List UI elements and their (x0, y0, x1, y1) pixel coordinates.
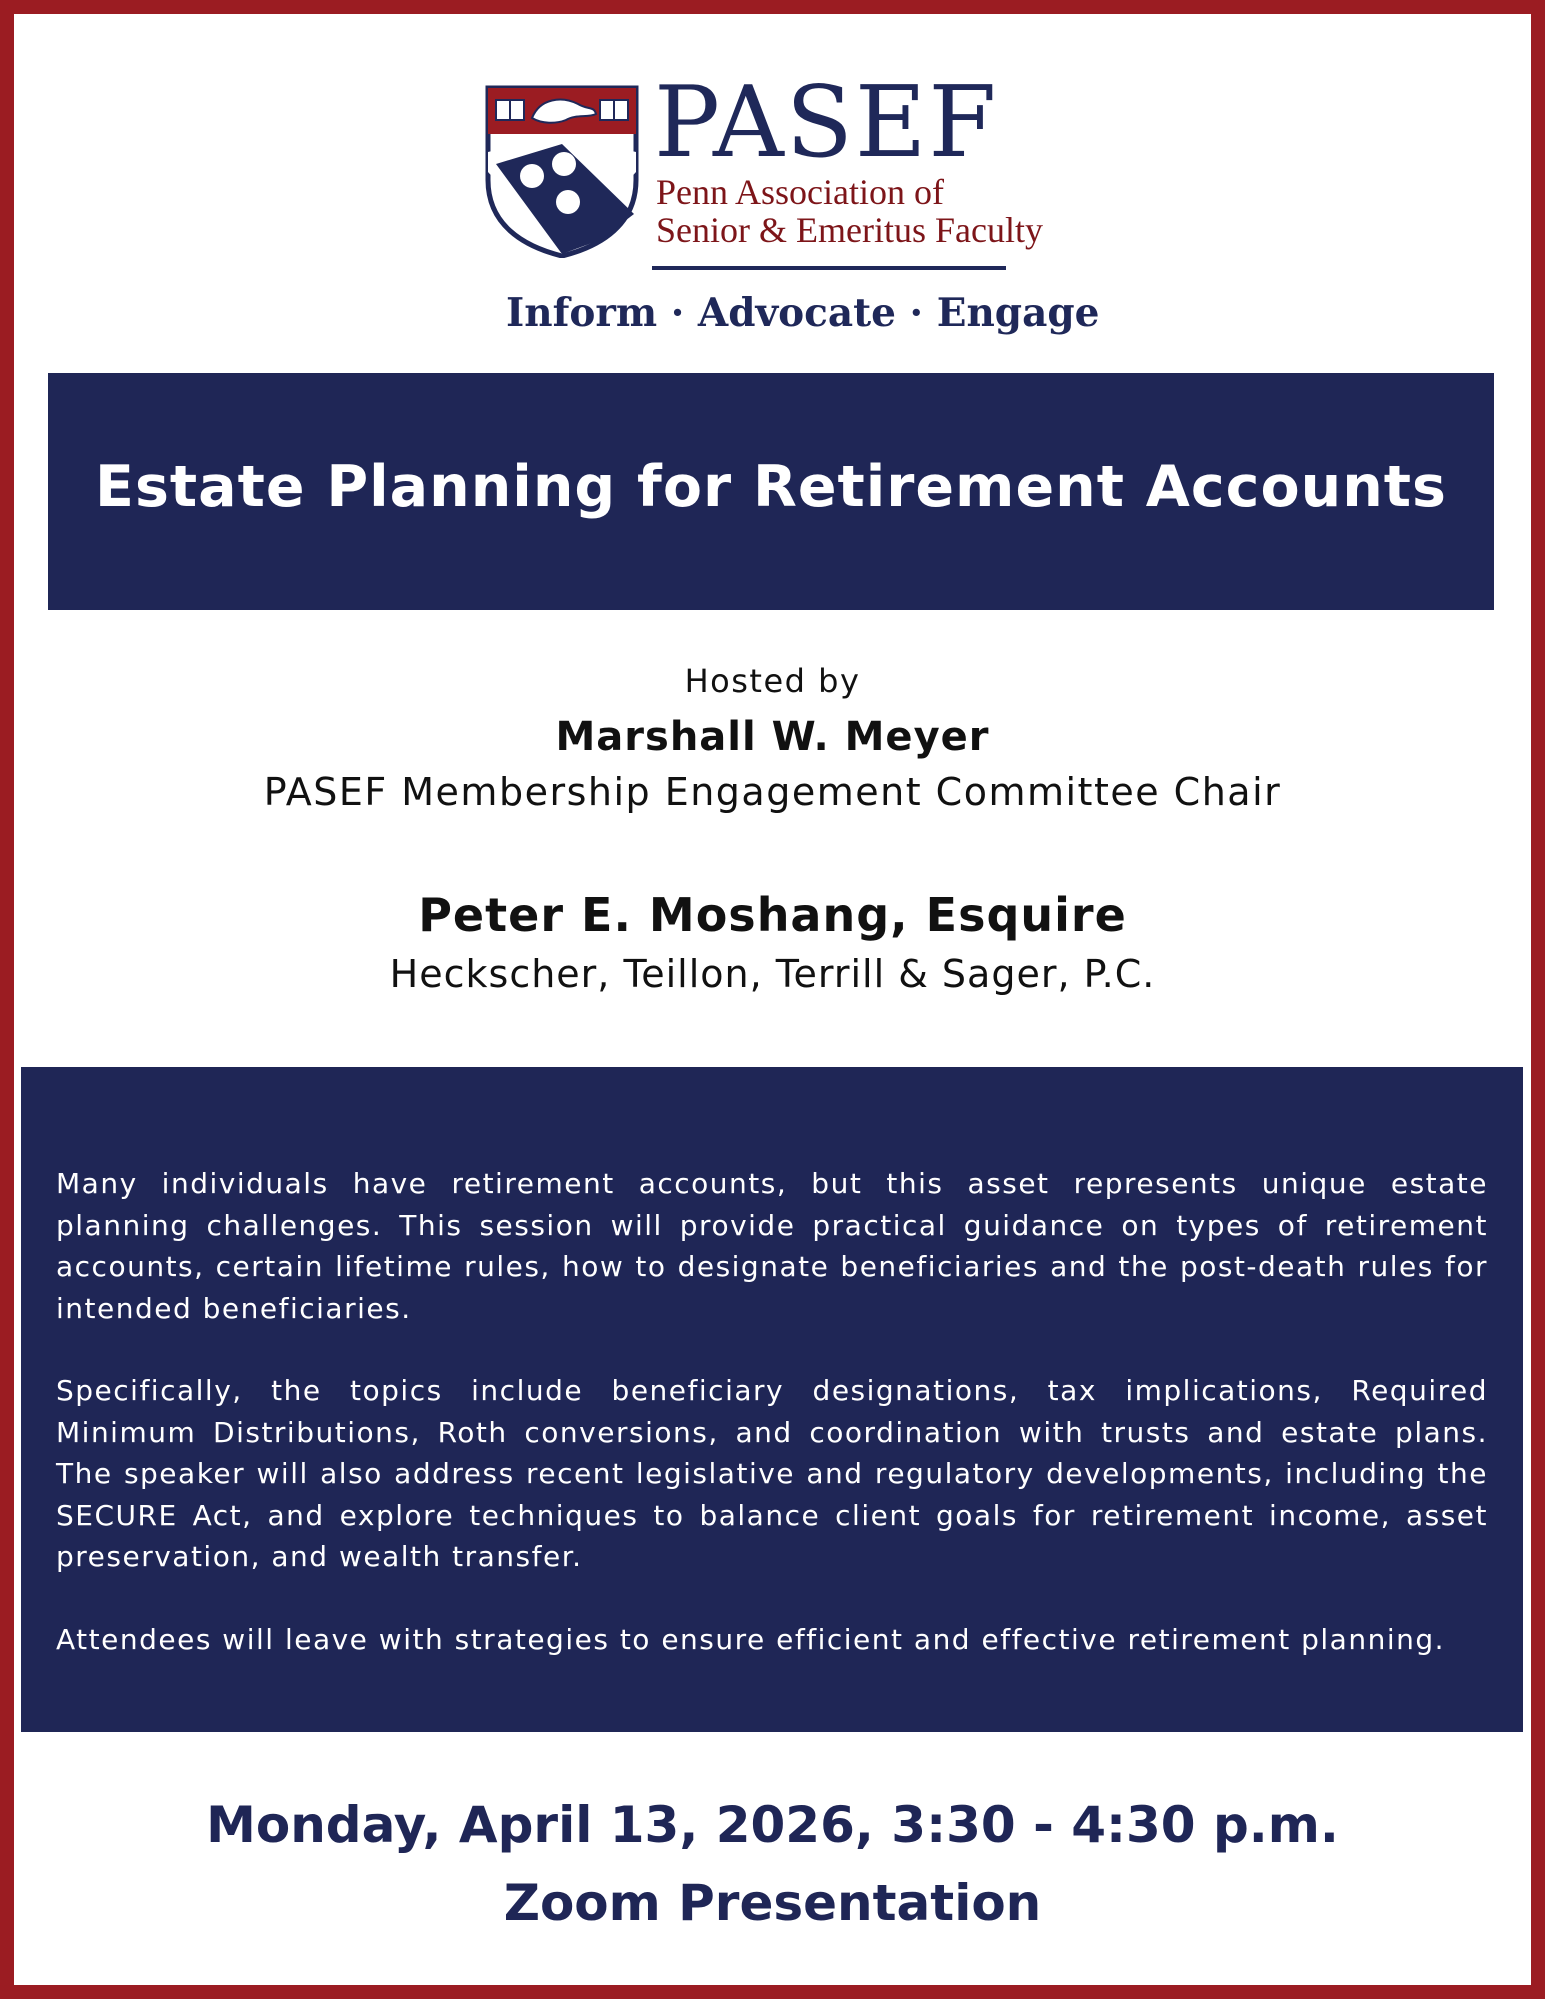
hosted-by-label: Hosted by (684, 662, 861, 700)
description-paragraph: Many individuals have retirement accounts, but this asset represents unique estate planning challenges. This session will provide practical guidance on types of retirement accounts, certain lifetime rules, how to designate beneficiaries and the post-death rules for intended beneficiaries. (56, 1167, 1488, 1325)
host-name: Marshall W. Meyer (555, 714, 990, 760)
event-format: Zoom Presentation (503, 1874, 1042, 1932)
penn-shield-icon (484, 84, 640, 258)
host-role: PASEF Membership Engagement Committee Chair (263, 770, 1282, 814)
pasef-logo (484, 66, 1110, 354)
logo-divider (652, 266, 1006, 270)
logo-wordmark: PASEF (654, 66, 999, 180)
event-datetime: Monday, April 13, 2026, 3:30 - 4:30 p.m. (206, 1796, 1339, 1854)
speaker-name: Peter E. Moshang, Esquire (418, 888, 1127, 942)
title-banner (48, 373, 1494, 610)
logo-subtitle-line2: Senior & Emeritus Faculty (656, 210, 1043, 250)
logo-subtitle-line1: Penn Association of (656, 172, 944, 212)
description-paragraph: Specifically, the topics include beneficiary designations, tax implications, Required Minimum Distributions, Roth conversions, and coordination with trusts and estate plans. The speaker will also address recent legislative and regulatory developments, including the SECURE Act, and explore techniques to balance client goals for retirement income, asset preservation, and wealth transfer. (56, 1374, 1488, 1573)
logo-tagline: Inform · Advocate · Engage (506, 290, 1100, 336)
description-paragraph: Attendees will leave with strategies to ensure efficient and effective retirement planning. (56, 1622, 1446, 1656)
description-panel (21, 1067, 1523, 1732)
event-title: Estate Planning for Retirement Accounts (95, 453, 1447, 520)
speaker-firm: Heckscher, Teillon, Terrill & Sager, P.C. (389, 952, 1156, 996)
